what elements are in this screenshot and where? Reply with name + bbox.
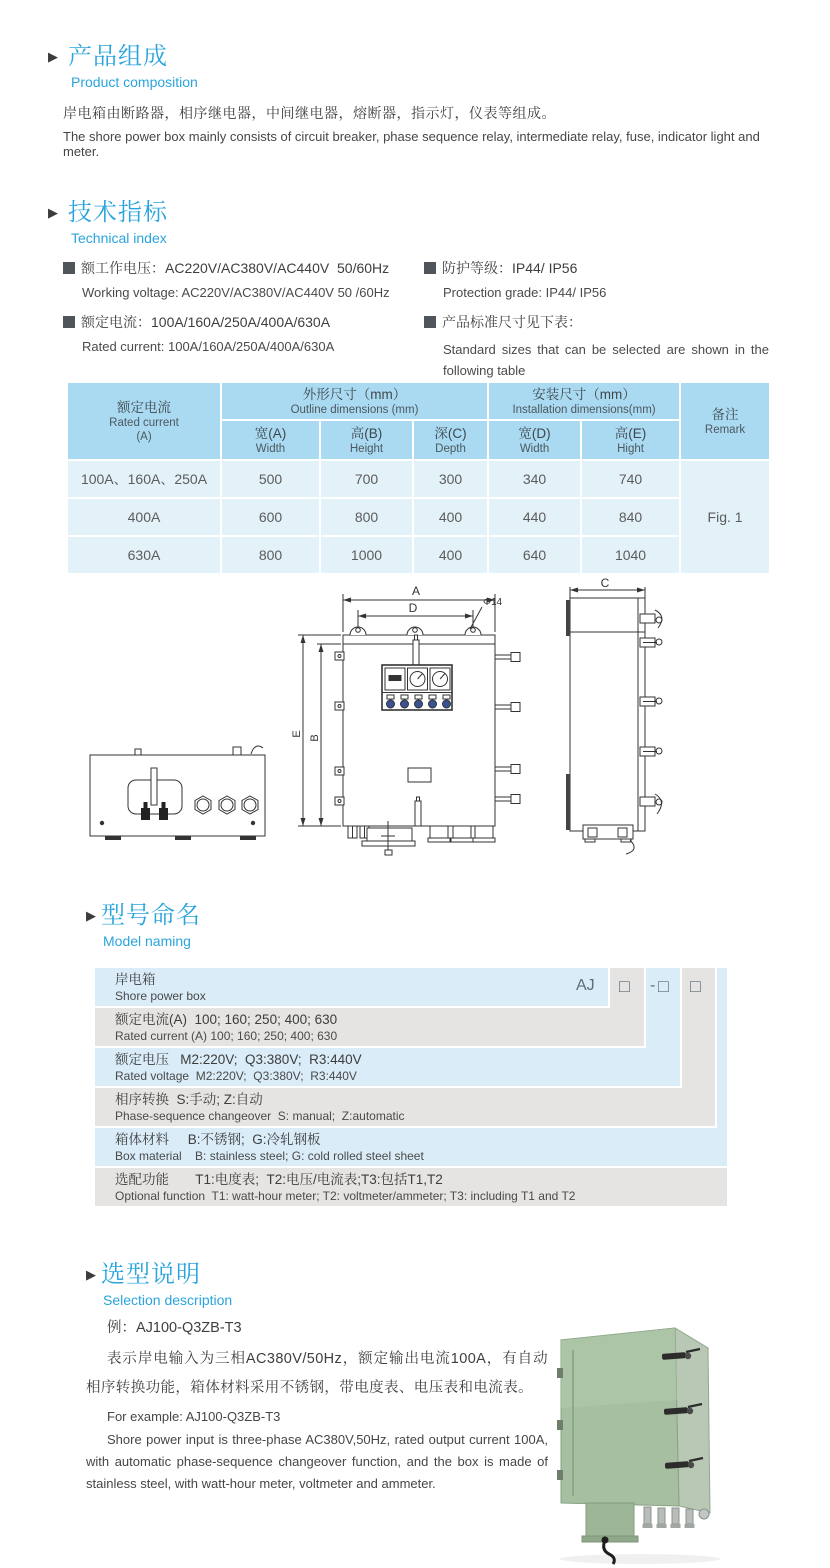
side-bracket xyxy=(583,825,634,854)
col-group-outline-dimensions: 外形尺寸（mm） Outline dimensions (mm) xyxy=(222,383,487,419)
spec-working-voltage-en: Working voltage: AC220V/AC380V/AC440V 50 /60Hz xyxy=(82,285,390,300)
selection-example-cn: 例：AJ100-Q3ZB-T3 xyxy=(107,1320,242,1336)
bottom-view xyxy=(90,746,265,840)
col-group-installation-dimensions: 安装尺寸（mm） Installation dimensions(mm) xyxy=(489,383,679,419)
code-dash: - xyxy=(650,977,656,994)
section-title-cn: ▶ 型号命名 xyxy=(86,902,201,929)
svg-text:D: D xyxy=(408,601,418,615)
col-header-remark: 备注 Remark xyxy=(681,383,769,459)
section-title-cn: ▶ 产品组成 xyxy=(48,43,168,70)
front-view xyxy=(291,584,520,855)
col-header-rated-current: 额定电流 Rated current (A) xyxy=(68,383,220,459)
side-view xyxy=(566,578,662,854)
cell-remark-fig: Fig. 1 xyxy=(681,461,769,573)
section-title-cn: ▶ 选型说明 xyxy=(86,1261,201,1288)
svg-text:A: A xyxy=(411,584,421,598)
selection-desc-en: Shore power input is three-phase AC380V,50Hz, rated output current 100A, with automatic phase-sequence changeover function, and the box is made of stainless steel, with watt-hour meter, voltmeter and ammeter. xyxy=(86,1432,548,1491)
model-row-box-material: 箱体材料 B:不锈钢; G:冷轧钢板 Box material B: stainless steel; G: cold rolled steel sheet xyxy=(95,1128,727,1166)
table-row: 400A 600 800 400 440 840 xyxy=(68,499,769,535)
col-header-depth-c: 深(C) Depth xyxy=(414,421,487,459)
cell-current: 100A、160A、250A xyxy=(68,461,220,497)
model-row-phase-sequence: 相序转换 S:手动; Z:自动 Phase-sequence changeover S: manual; Z:automatic xyxy=(95,1088,715,1126)
model-row-shore-power-box: 岸电箱 Shore power box xyxy=(95,968,608,1006)
product-composition-text-cn: 岸电箱由断路器，相序继电器，中间继电器，熔断器，指示灯，仪表等组成。 xyxy=(63,105,556,121)
col-header-height-e: 高(E) Hight xyxy=(582,421,679,459)
svg-text:Φ14: Φ14 xyxy=(483,597,503,608)
selection-text xyxy=(86,1316,548,1495)
svg-text:C: C xyxy=(600,578,610,590)
spec-working-voltage-cn: 额工作电压：AC220V/AC380V/AC440V 50/60Hz xyxy=(63,258,408,278)
section-title-en: Selection description xyxy=(103,1292,233,1308)
cell-current: 630A xyxy=(68,537,220,573)
section-title-en: Model naming xyxy=(103,933,191,949)
section-title-en: Product composition xyxy=(71,74,198,90)
svg-text:B: B xyxy=(309,734,321,742)
section-title-cn: ▶ 技术指标 xyxy=(48,199,168,226)
section-arrow-icon: ▶ xyxy=(86,908,97,923)
cell-current: 400A xyxy=(68,499,220,535)
square-bullet-icon xyxy=(424,262,436,274)
selection-example-en: For example: AJ100-Q3ZB-T3 xyxy=(107,1409,281,1424)
square-bullet-icon xyxy=(424,316,436,328)
section-selection-heading xyxy=(86,1262,232,1308)
selection-desc-cn: 表示岸电输入为三相AC380V/50Hz，额定输出电流100A，有自动相序转换功能，箱体材料采用不锈钢，带电度表、电压表和电流表。 xyxy=(86,1351,548,1396)
product-photo xyxy=(548,1300,803,1565)
table-row: 100A、160A、250A 500 700 300 340 740 Fig. 1 xyxy=(68,461,769,497)
section-model-naming-heading xyxy=(86,903,201,949)
front-latches xyxy=(495,653,520,804)
model-row-rated-current: 额定电流(A) 100; 160; 250; 400; 630 Rated current (A) 100; 160; 250; 400; 630 xyxy=(95,1008,644,1046)
code-box-phase: □ xyxy=(690,976,701,996)
code-prefix: AJ xyxy=(576,977,595,994)
size-table xyxy=(66,381,771,575)
spec-protection-grade-en: Protection grade: IP44/ IP56 xyxy=(443,285,607,300)
meter-panel xyxy=(382,665,452,710)
section-arrow-icon: ▶ xyxy=(48,49,59,64)
spec-column-left xyxy=(63,258,408,366)
col-header-width-d: 宽(D) Width xyxy=(489,421,580,459)
square-bullet-icon xyxy=(63,316,75,328)
model-row-optional-function: 选配功能 T1:电度表; T2:电压/电流表;T3:包括T1,T2 Optional function T1: watt-hour meter; T2: voltmeter/ammeter; T3: including T1 and T2 xyxy=(95,1168,727,1206)
spec-rated-current-en: Rated current: 100A/160A/250A/400A/630A xyxy=(82,339,335,354)
section-arrow-icon: ▶ xyxy=(48,205,59,220)
model-row-rated-voltage: 额定电压 M2:220V; Q3:380V; R3:440V Rated voltage M2:220V; Q3:380V; R3:440V xyxy=(95,1048,680,1086)
svg-text:E: E xyxy=(291,730,303,738)
spec-standard-size-cn: 产品标准尺寸见下表： xyxy=(424,312,769,332)
product-composition-text-en: The shore power box mainly consists of circuit breaker, phase sequence relay, intermediate relay, fuse, indicator light and meter. xyxy=(63,129,760,159)
spec-rated-current-cn: 额定电流：100A/160A/250A/400A/630A xyxy=(63,312,408,332)
section-technical-index-heading xyxy=(48,200,168,246)
spec-standard-size-en: Standard sizes that can be selected are shown in the following table xyxy=(443,342,773,378)
spec-column-right xyxy=(424,258,773,393)
section-arrow-icon: ▶ xyxy=(86,1267,97,1282)
code-box-current: □ xyxy=(619,976,630,996)
code-box-voltage: □ xyxy=(658,976,669,996)
section-product-composition-heading xyxy=(48,44,198,90)
col-header-height-b: 高(B) Height xyxy=(321,421,412,459)
technical-drawing xyxy=(55,578,780,900)
spec-protection-grade-cn: 防护等级：IP44/ IP56 xyxy=(424,258,769,278)
col-header-width-a: 宽(A) Width xyxy=(222,421,319,459)
bottom-feet xyxy=(105,836,256,840)
model-naming-diagram xyxy=(95,968,727,1206)
section-title-en: Technical index xyxy=(71,230,167,246)
front-cable-glands xyxy=(428,826,495,842)
square-bullet-icon xyxy=(63,262,75,274)
table-row: 630A 800 1000 400 640 1040 xyxy=(68,537,769,573)
